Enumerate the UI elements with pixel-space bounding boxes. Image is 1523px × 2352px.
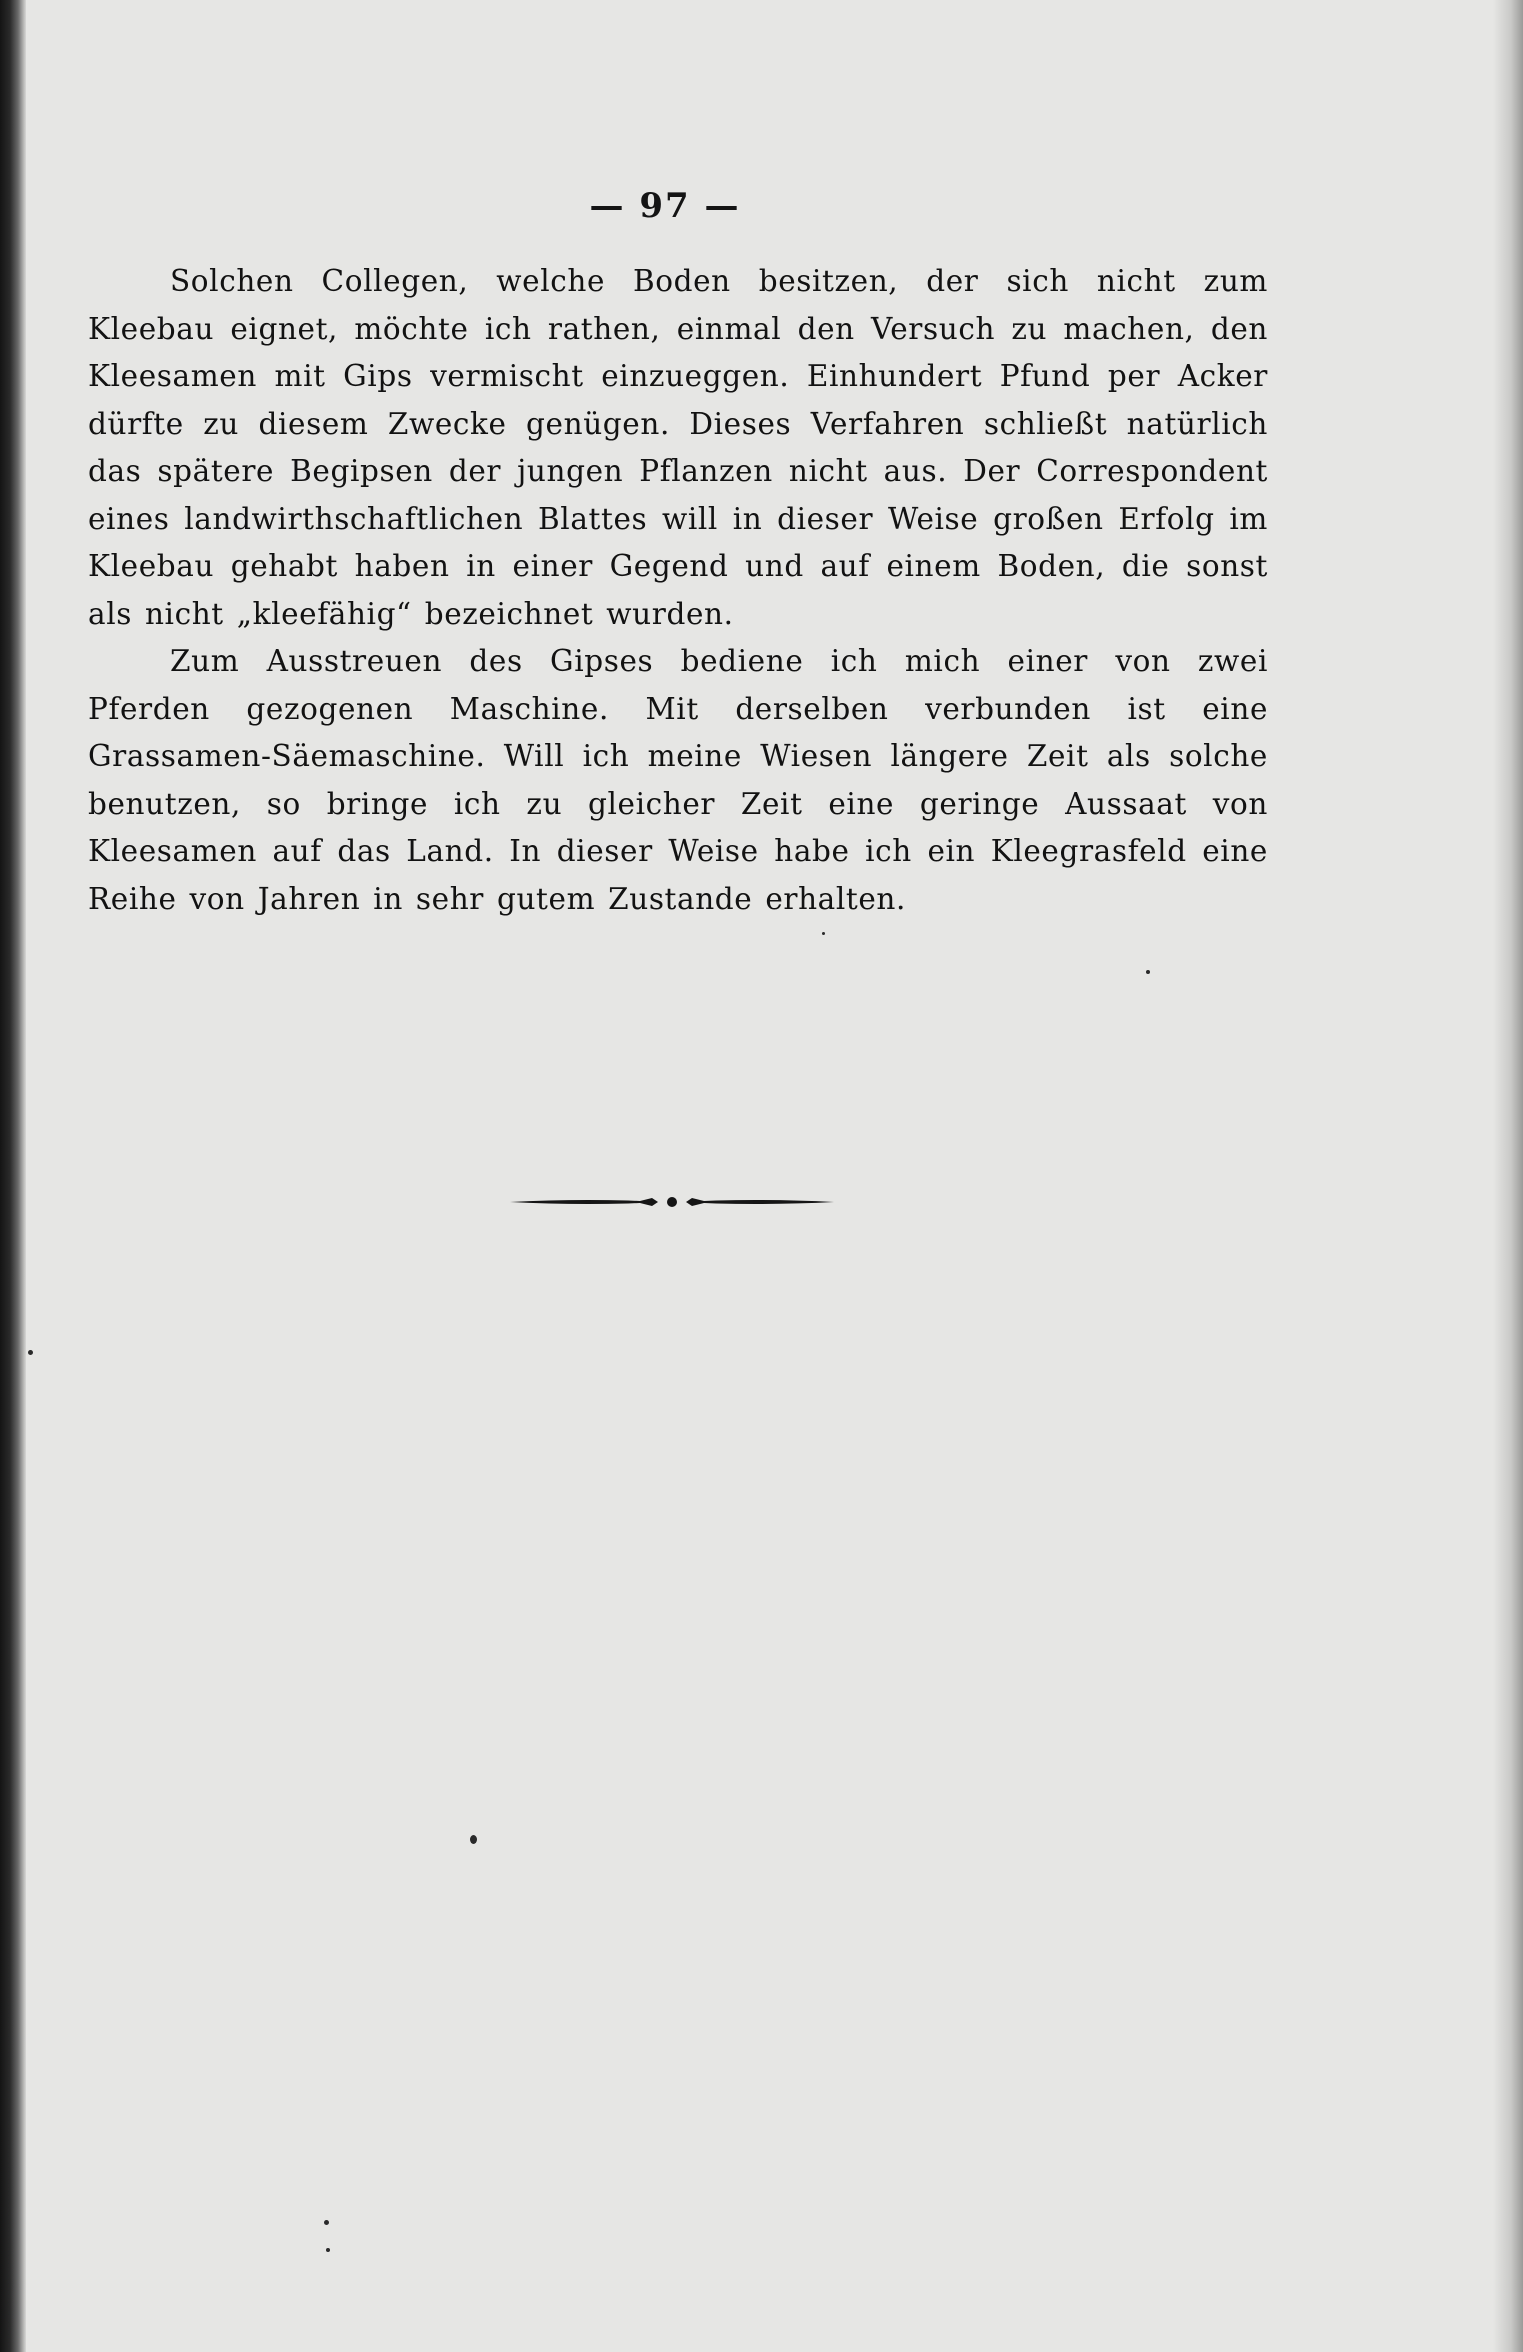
scan-speck bbox=[324, 2220, 329, 2225]
scan-speck bbox=[28, 1350, 33, 1355]
scan-speck bbox=[470, 1835, 477, 1844]
decorative-rule-icon bbox=[508, 1190, 836, 1214]
body-text bbox=[88, 258, 1268, 923]
scan-speck bbox=[1146, 970, 1150, 974]
scan-speck bbox=[822, 932, 825, 935]
page-edge-shadow bbox=[1493, 0, 1523, 2352]
scan-speck bbox=[326, 2248, 330, 2252]
page-number: — 97 — bbox=[589, 186, 741, 226]
binding-shadow bbox=[0, 0, 26, 2352]
paragraph-1: Solchen Collegen, welche Boden besitzen, der sich nicht zum Kleebau eignet, möchte ich rathen, einmal den Versuch zu machen, den Kleesamen mit Gips vermischt einzueggen. Einhundert Pfund per Acker dürfte zu diesem Zwecke genügen. Dieses Verfahren schließt natürlich das spätere Begipsen der jungen Pflanzen nicht aus. Der Correspondent eines landwirthschaftlichen Blattes will in dieser Weise großen Erfolg im Kleebau gehabt haben in einer Gegend und auf einem Boden, die sonst als nicht „kleefähig“ bezeichnet wurden. bbox=[88, 264, 1268, 631]
paragraph-2: Zum Ausstreuen des Gipses bediene ich mich einer von zwei Pferden gezogenen Maschine. Mit derselben verbunden ist eine Grassamen-Säemaschine. Will ich meine Wiesen längere Zeit als solche benutzen, so bringe ich zu gleicher Zeit eine geringe Aussaat von Kleesamen auf das Land. In dieser Weise habe ich ein Kleegrasfeld eine Reihe von Jahren in sehr gutem Zustande erhalten. bbox=[88, 644, 1268, 916]
